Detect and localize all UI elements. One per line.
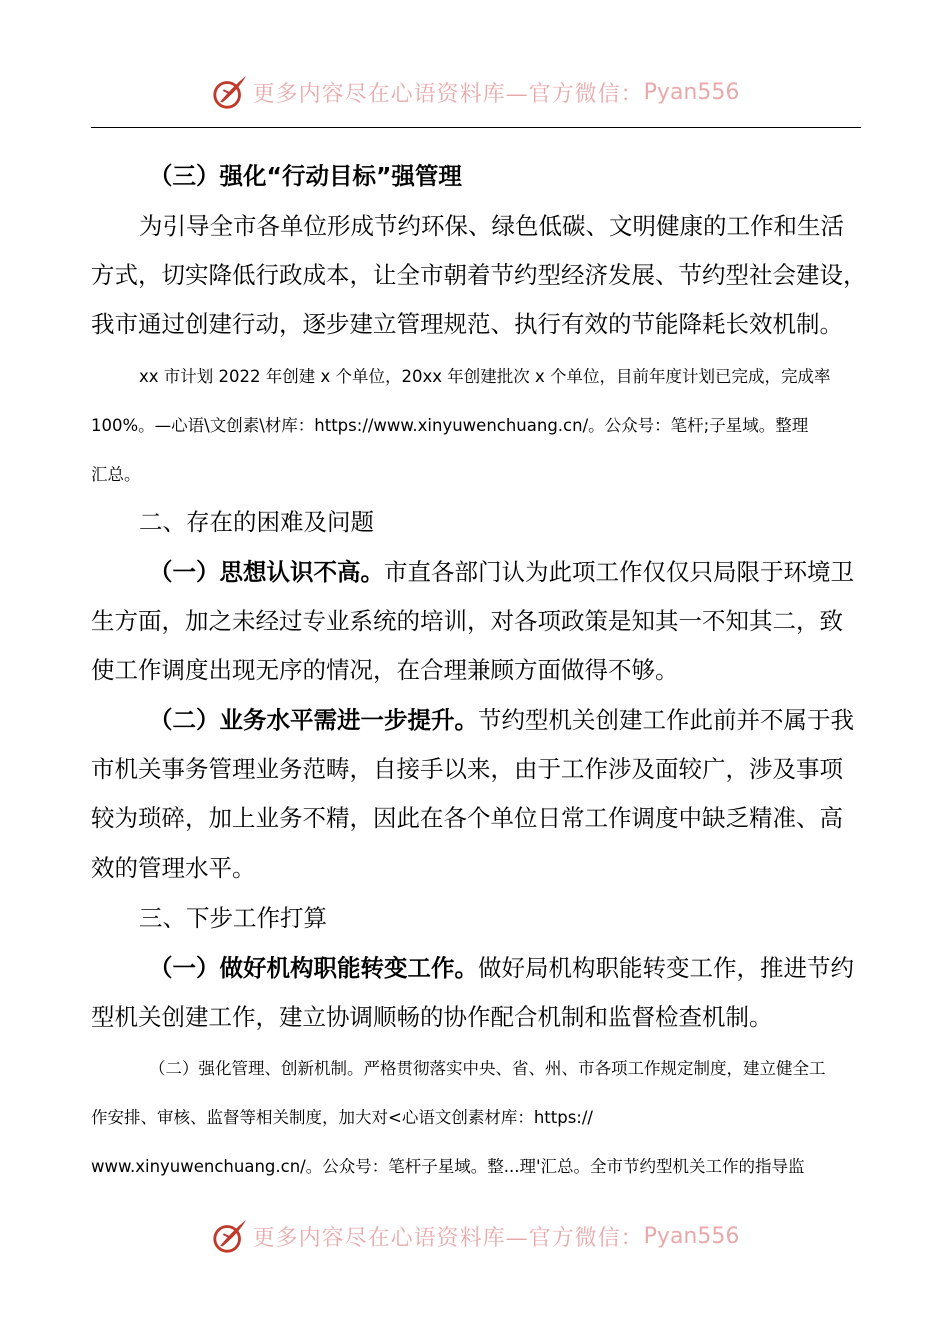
banner-text: 更多内容尽在心语资料库—官方微信： (252, 1225, 644, 1251)
paragraph-line: 方式，切实降低行政成本，让全市朝着节约型经济发展、节约型社会建设， (91, 261, 867, 289)
paragraph-line: 市机关事务管理业务范畴，自接手以来，由于工作涉及面较广，涉及事项 (91, 755, 843, 783)
plan-1-text: 做好局机构职能转变工作，推进节约 (478, 954, 854, 982)
issue-1-line (149, 556, 861, 588)
banner-text: 更多内容尽在心语资料库—官方微信： (252, 81, 644, 107)
issue-2-title: （二）业务水平需进一步提升。 (149, 706, 478, 734)
paragraph-line-small: 汇总。 (91, 465, 141, 484)
quill-logo-icon (211, 1217, 249, 1255)
paragraph-line: 型机关创建工作，建立协调顺畅的协作配合机制和监督检查机制。 (91, 1003, 773, 1031)
banner-wechat-id: Pyan556 (643, 79, 740, 105)
paragraph-line: 生方面，加之未经过专业系统的培训，对各项政策是知其一不知其二，致 (91, 607, 843, 635)
issue-2-line (149, 704, 861, 736)
paragraph-line: 我市通过创建行动，逐步建立管理规范、执行有效的节能降耗长效机制。 (91, 310, 843, 338)
header-banner (0, 67, 950, 117)
paragraph-line-small: xx 市计划 2022 年创建 x 个单位，20xx 年创建批次 x 个单位，目前年度计划已完成，完成率 (139, 367, 831, 386)
paragraph-line: 为引导全市各单位形成节约环保、绿色低碳、文明健康的工作和生活 (139, 212, 844, 240)
section-heading-3: （三）强化“行动目标”强管理 (149, 162, 462, 190)
paragraph-line-small: （二）强化管理、创新机制。严格贯彻落实中央、省、州、市各项工作规定制度，建立健全工 (149, 1059, 826, 1078)
plan-1-title: （一）做好机构职能转变工作。 (149, 954, 478, 982)
quill-logo-icon (211, 73, 249, 111)
paragraph-line-small: www.xinyuwenchuang.cn/。公众号：笔杆子星域。整...理'汇总。全市节约型机关工作的指导监 (91, 1157, 805, 1176)
paragraph-line: 较为琐碎，加上业务不精，因此在各个单位日常工作调度中缺乏精准、高 (91, 804, 843, 832)
paragraph-line: 效的管理水平。 (91, 854, 256, 882)
paragraph-line-small: 作安排、审核、监督等相关制度，加大对<心语文创素材库：https:// (91, 1108, 593, 1127)
plan-1-line (149, 952, 861, 984)
banner-wechat-id: Pyan556 (643, 1223, 740, 1249)
heading-next-steps: 三、下步工作打算 (139, 904, 327, 932)
paragraph-line-small: 100%。—心语\文创素\材库：https://www.xinyuwenchuang.cn/。公众号：笔杆;子星域。整理 (91, 416, 809, 435)
header-divider (91, 127, 861, 128)
issue-1-title: （一）思想认识不高。 (149, 558, 384, 586)
paragraph-line: 使工作调度出现无序的情况，在合理兼顾方面做得不够。 (91, 656, 679, 684)
footer-banner (0, 1211, 950, 1261)
issue-1-text: 市直各部门认为此项工作仅仅只局限于环境卫 (384, 558, 854, 586)
heading-difficulties: 二、存在的困难及问题 (139, 508, 374, 536)
issue-2-text: 节约型机关创建工作此前并不属于我 (478, 706, 854, 734)
